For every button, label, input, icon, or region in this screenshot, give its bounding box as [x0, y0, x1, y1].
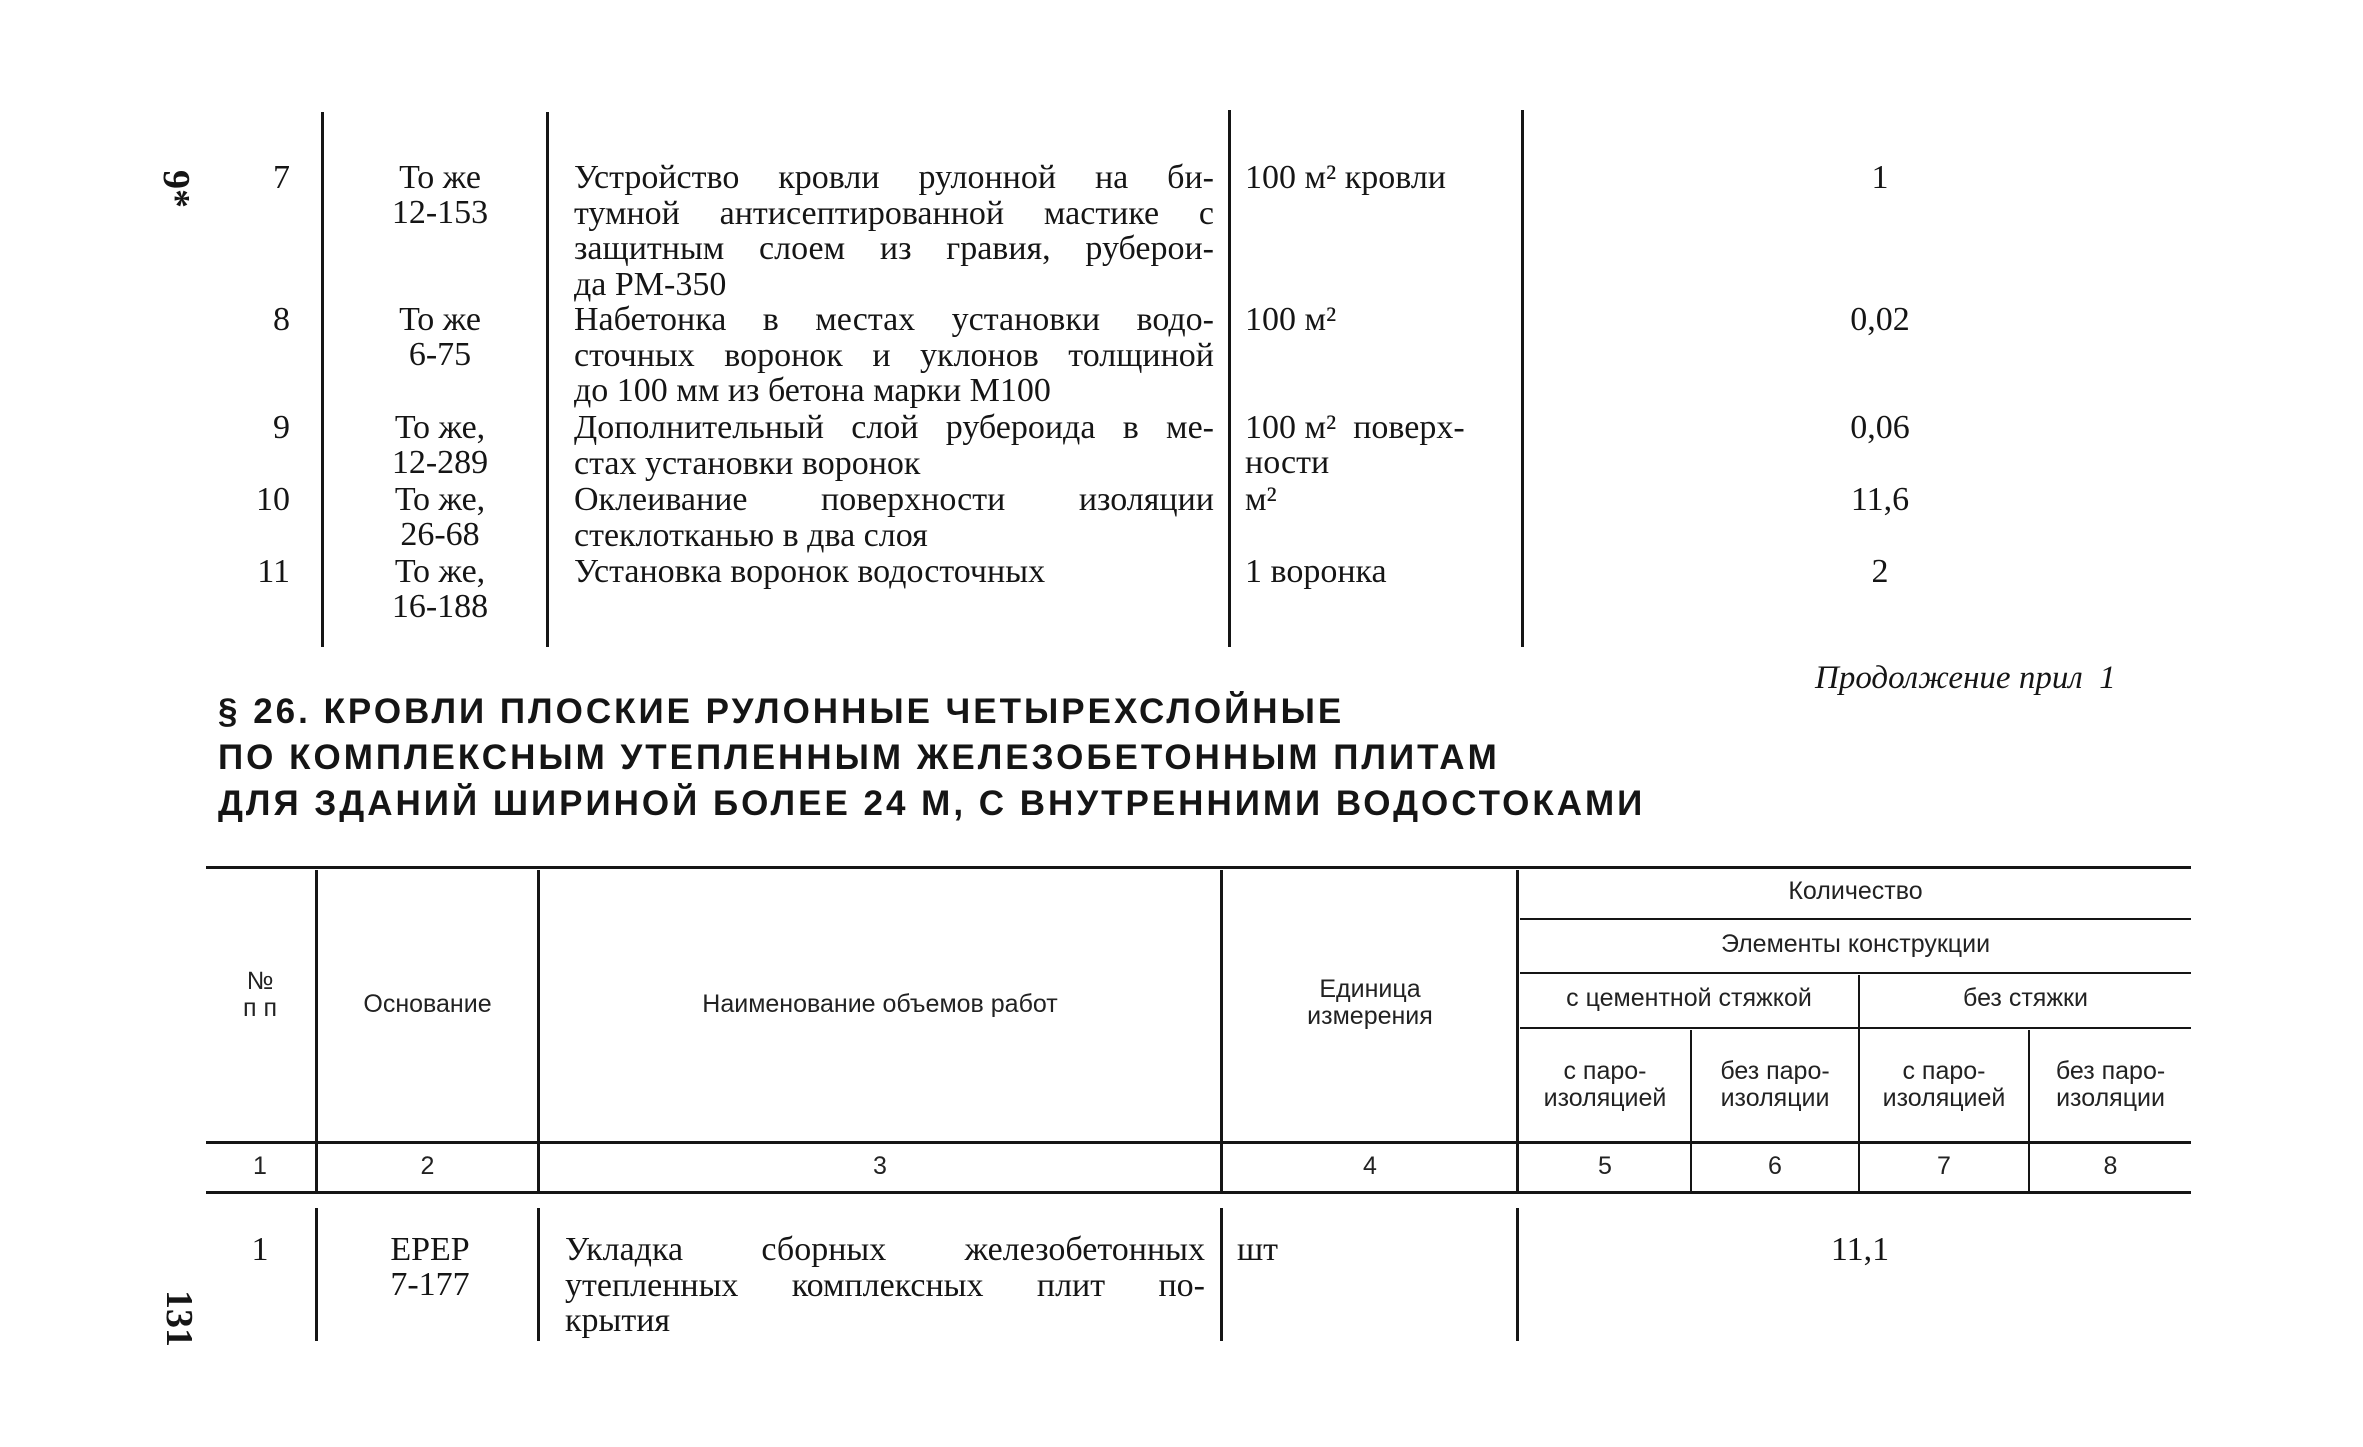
header-rule [1520, 972, 2191, 974]
section-title-line: ПО КОМПЛЕКСНЫМ УТЕПЛЕННЫМ ЖЕЛЕЗОБЕТОННЫМ ПЛИТАМ [218, 738, 1500, 777]
column-divider [315, 870, 318, 1192]
header-unit-line: измерения [1307, 1002, 1433, 1030]
header-with-vapor [1860, 1058, 2028, 1112]
column-numbers-border [206, 1191, 2191, 1194]
basis-line: 12-289 [391, 444, 489, 481]
quantity: 1 [1871, 159, 1889, 196]
header-basis: Основание [363, 990, 492, 1018]
basis-line: 6-75 [408, 336, 472, 373]
header-line: изоляции [1720, 1084, 1830, 1112]
description-line: стах установки воронок [574, 444, 921, 482]
header-without-vapor [2030, 1058, 2191, 1112]
header-with-screed: с цементной стяжкой [1566, 984, 1812, 1012]
work-description [574, 302, 1214, 409]
basis-line: То же [399, 159, 481, 196]
header-with-vapor [1520, 1058, 1690, 1112]
row-number: 1 [251, 1231, 269, 1268]
quantity: 0,02 [1850, 301, 1910, 338]
description-line: сточных воронок и уклонов толщиной [574, 336, 1214, 374]
basis-line: То же, [394, 409, 486, 446]
row-number: 9 [273, 409, 290, 446]
description-line: да РМ-350 [574, 265, 727, 303]
work-description [574, 554, 1214, 590]
basis-line: То же, [394, 553, 486, 590]
description-line: защитным слоем из гравия, руберои- [574, 230, 1214, 267]
section-title-line: § 26. КРОВЛИ ПЛОСКИЕ РУЛОННЫЕ ЧЕТЫРЕХСЛОЙНЫЕ [218, 692, 1345, 731]
header-unit [1225, 976, 1515, 1030]
unit: шт [1237, 1231, 1279, 1268]
description-line: Укладка сборных железобетонных [565, 1231, 1205, 1268]
description-line: Установка воронок водосточных [574, 553, 1046, 590]
description-line: Набетонка в местах установки водо- [574, 301, 1214, 338]
header-line: изоляции [2056, 1084, 2165, 1112]
quantity: 2 [1871, 553, 1889, 590]
header-line: изоляцией [1543, 1084, 1667, 1112]
description-line: Оклеивание поверхности изоляции [574, 481, 1214, 518]
basis-line: ЕРЕР [390, 1231, 470, 1268]
column-divider [1220, 870, 1223, 1192]
column-divider [1220, 1208, 1223, 1341]
column-divider [1516, 870, 1519, 1192]
header-without-screed: без стяжки [1963, 984, 2088, 1012]
unit: 100 м² поверх- [1245, 409, 1465, 446]
description-line: до 100 мм из бетона марки М100 [574, 372, 1051, 409]
column-number: 6 [1768, 1152, 1782, 1180]
column-number: 5 [1598, 1152, 1612, 1180]
unit: 100 м² кровли [1245, 159, 1446, 196]
description-line: крытия [565, 1302, 671, 1339]
description-line: Дополнительный слой рубероида в ме- [574, 409, 1214, 446]
unit: м² [1245, 481, 1277, 518]
header-line: с паро- [1902, 1057, 1986, 1085]
work-description [574, 410, 1214, 481]
description-line: стеклотканью в два слоя [574, 516, 928, 554]
column-number: 1 [253, 1152, 267, 1180]
basis-line: 7-177 [390, 1266, 470, 1303]
basis-line: То же, [394, 481, 486, 518]
description-line: утепленных комплексных плит по- [565, 1266, 1205, 1304]
header-unit-line: Единица [1319, 975, 1421, 1003]
basis-line: 12-153 [391, 194, 489, 231]
header-num-line: № [246, 967, 274, 995]
quantity: 11,1 [1830, 1231, 1890, 1268]
row-number: 10 [256, 481, 290, 518]
header-quantity: Количество [1788, 877, 1923, 905]
header-without-vapor [1692, 1058, 1858, 1112]
continuation-note: Продолжение прил 1 [1815, 660, 2116, 696]
upper-table-divider [321, 112, 324, 647]
column-number: 2 [420, 1152, 435, 1180]
upper-table-divider [546, 112, 549, 647]
quantity: 11,6 [1850, 481, 1910, 518]
row-number: 8 [273, 301, 290, 338]
basis-line: 16-188 [391, 588, 489, 625]
header-name: Наименование объемов работ [702, 990, 1058, 1018]
page-number: 131 [158, 1290, 200, 1347]
unit: ности [1245, 444, 1330, 481]
header-line: без паро- [1720, 1057, 1830, 1085]
basis-line: То же [399, 301, 481, 338]
header-rule [1520, 1027, 2191, 1029]
header-num-line: п п [242, 994, 278, 1022]
column-divider [537, 1208, 540, 1341]
unit: 100 м² [1245, 301, 1337, 338]
basis-line: 26-68 [400, 516, 480, 553]
header-line: с паро- [1563, 1057, 1647, 1085]
work-description [565, 1232, 1205, 1339]
header-line: изоляцией [1882, 1084, 2006, 1112]
side-mark-top: 9* [155, 170, 197, 208]
unit: 1 воронка [1245, 553, 1387, 590]
column-number: 8 [2103, 1152, 2118, 1180]
upper-table-divider [1521, 110, 1524, 647]
header-rule [1520, 918, 2191, 920]
column-number: 4 [1363, 1152, 1377, 1180]
row-number: 7 [273, 159, 290, 196]
column-number: 7 [1937, 1152, 1951, 1180]
column-divider [315, 1208, 318, 1341]
description-line: Устройство кровли рулонной на би- [574, 159, 1214, 196]
header-bottom-border [206, 1141, 2191, 1144]
description-line: тумной антисептированной мастике с [574, 194, 1214, 232]
row-number: 11 [257, 553, 290, 590]
upper-table-divider [1228, 110, 1231, 647]
table-top-border [206, 866, 2191, 869]
quantity: 0,06 [1850, 409, 1910, 446]
work-description [574, 160, 1214, 302]
column-number: 3 [873, 1152, 887, 1180]
section-title-line: ДЛЯ ЗДАНИЙ ШИРИНОЙ БОЛЕЕ 24 М, С ВНУТРЕННИМИ ВОДОСТОКАМИ [218, 784, 1646, 823]
column-divider [537, 870, 540, 1192]
header-num [210, 968, 310, 1022]
work-description [574, 482, 1214, 553]
header-elements: Элементы конструкции [1720, 930, 1991, 958]
column-divider [1516, 1208, 1519, 1341]
header-line: без паро- [2055, 1057, 2166, 1085]
